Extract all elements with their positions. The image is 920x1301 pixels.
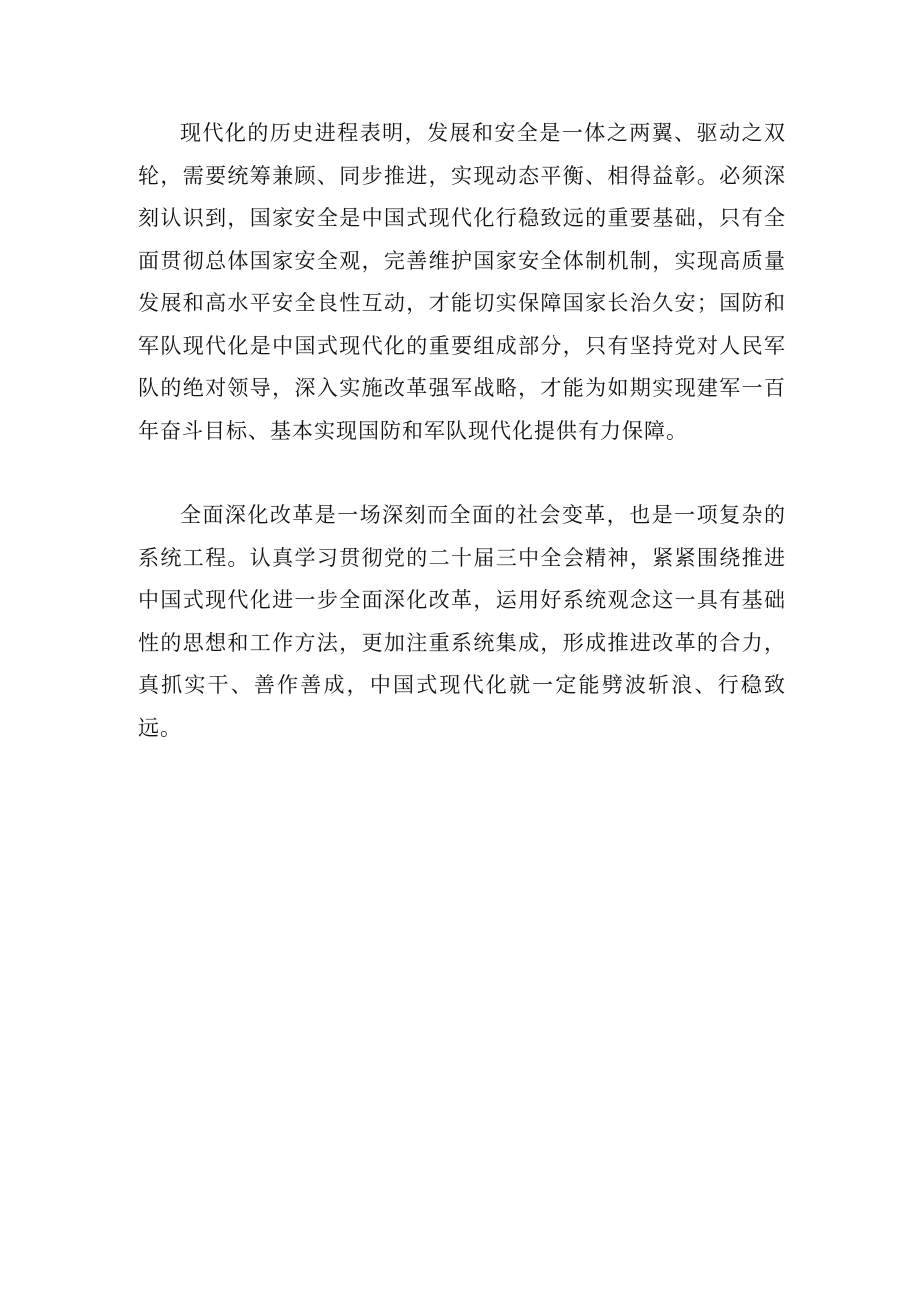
paragraph-development-security: 现代化的历史进程表明，发展和安全是一体之两翼、驱动之双轮，需要统筹兼顾、同步推进，实现动态平衡、相得益彰。必须深刻认识到，国家安全是中国式现代化行稳致远的重要基础，只有全面贯彻总体国家安全观，完善维护国家安全体制机制，实现高质量发展和高水平安全良性互动，才能切实保障国家长治久安；国防和军队现代化是中国式现代化的重要组成部分，只有坚持党对人民军队的绝对领导，深入实施改革强军战略，才能为如期实现建军一百年奋斗目标、基本实现国防和军队现代化提供有力保障。 (138, 121, 786, 443)
document-body (138, 112, 786, 749)
paragraph-comprehensive-reform: 全面深化改革是一场深刻而全面的社会变革，也是一项复杂的系统工程。认真学习贯彻党的二十届三中全会精神，紧紧围绕推进中国式现代化进一步全面深化改革，运用好系统观念这一具有基础性的思想和工作方法，更加注重系统集成，形成推进改革的合力，真抓实干、善作善成，中国式现代化就一定能劈波斩浪、行稳致远。 (138, 503, 786, 740)
